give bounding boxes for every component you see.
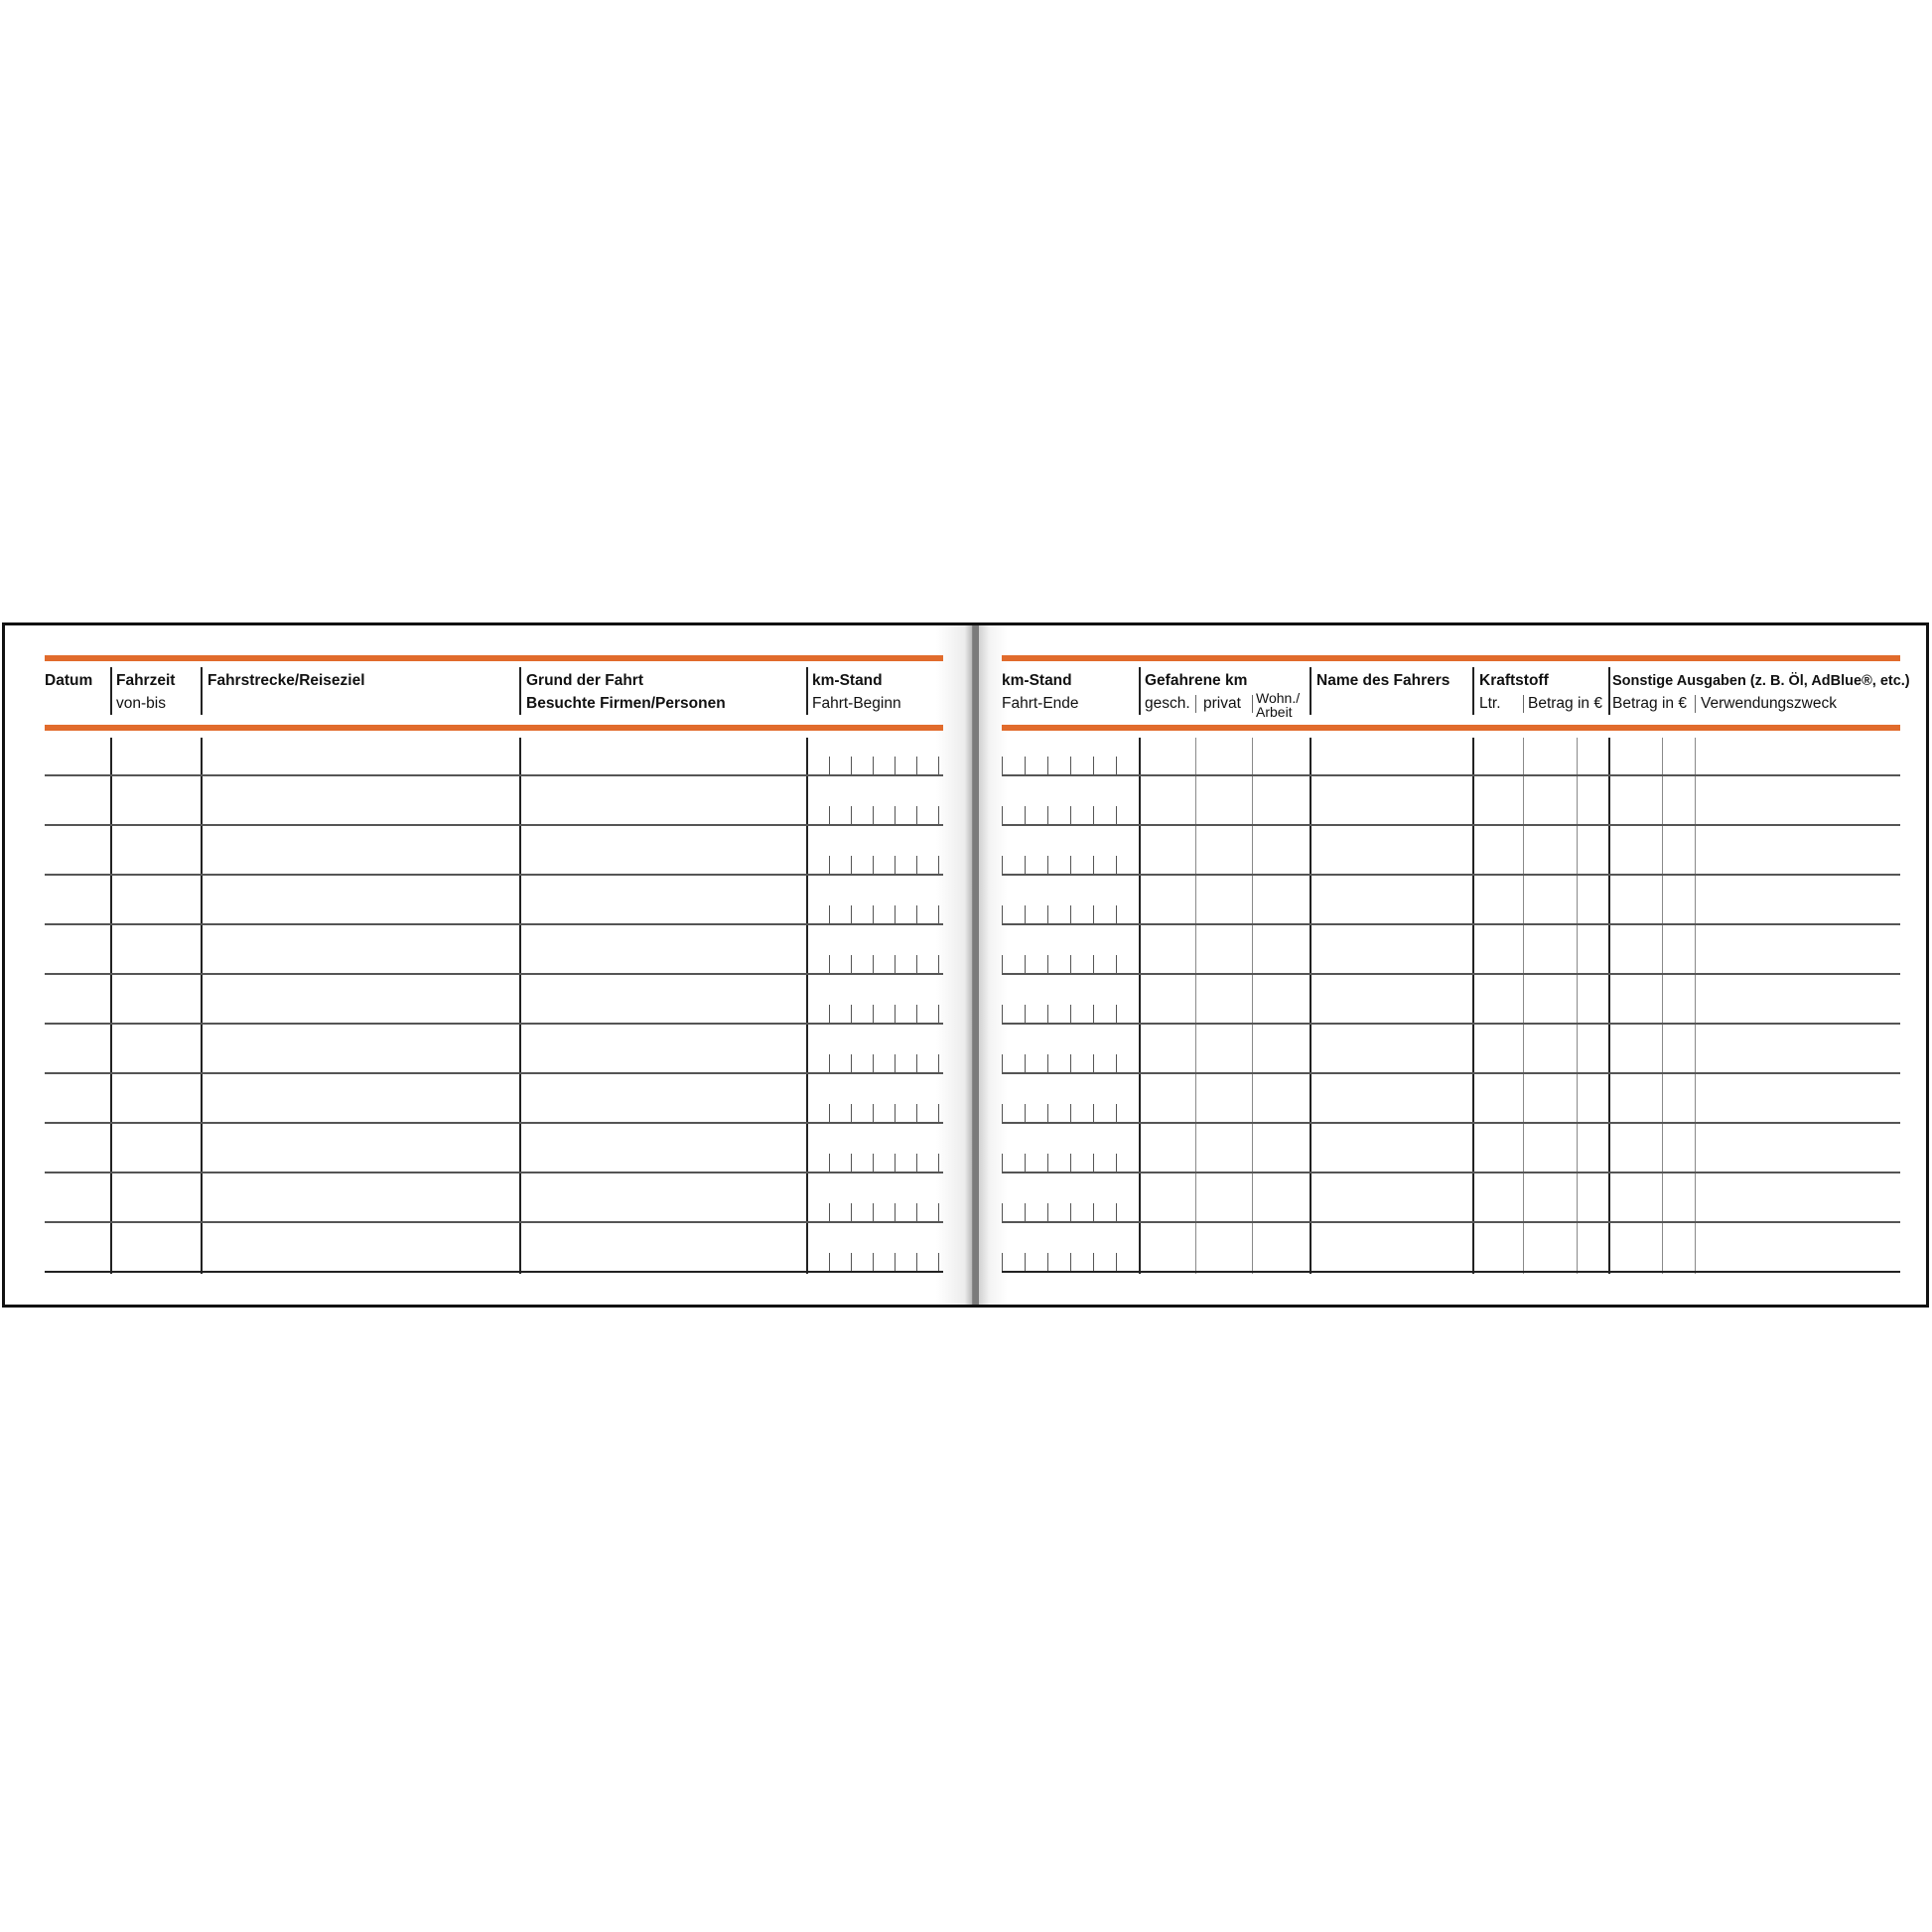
header-top-rule bbox=[1002, 655, 1900, 661]
row-rule bbox=[1002, 923, 1900, 925]
digit-tick bbox=[1025, 1005, 1026, 1023]
row-rule bbox=[1002, 1172, 1900, 1173]
row-rule bbox=[1002, 1122, 1900, 1124]
header-divider bbox=[1608, 667, 1610, 715]
digit-tick bbox=[1093, 1054, 1094, 1072]
digit-tick bbox=[1116, 806, 1117, 824]
digit-tick bbox=[1047, 1005, 1048, 1023]
digit-tick bbox=[873, 856, 874, 874]
digit-tick bbox=[1002, 1203, 1003, 1221]
digit-tick bbox=[1116, 757, 1117, 774]
digit-tick bbox=[851, 1253, 852, 1271]
digit-tick bbox=[851, 905, 852, 923]
digit-tick bbox=[895, 856, 896, 874]
digit-tick bbox=[1047, 757, 1048, 774]
digit-tick bbox=[916, 856, 917, 874]
digit-tick bbox=[1070, 905, 1071, 923]
digit-tick bbox=[1025, 1253, 1026, 1271]
header-km-ende-sub: Fahrt-Ende bbox=[1002, 695, 1079, 712]
digit-tick bbox=[873, 1104, 874, 1122]
digit-tick bbox=[1047, 905, 1048, 923]
header-divider bbox=[201, 667, 203, 715]
header-divider bbox=[110, 667, 112, 715]
digit-tick bbox=[1116, 1253, 1117, 1271]
header-gefahrene-km: Gefahrene km bbox=[1145, 672, 1248, 689]
header-gesch: gesch. bbox=[1145, 695, 1190, 712]
row-rule bbox=[45, 1122, 943, 1124]
digit-tick bbox=[873, 1253, 874, 1271]
digit-tick bbox=[873, 806, 874, 824]
row-rule bbox=[1002, 824, 1900, 826]
digit-tick bbox=[1002, 905, 1003, 923]
digit-tick bbox=[1116, 1154, 1117, 1172]
digit-tick bbox=[895, 806, 896, 824]
digit-tick bbox=[1025, 757, 1026, 774]
digit-tick bbox=[829, 1054, 830, 1072]
digit-tick bbox=[1116, 1005, 1117, 1023]
digit-tick bbox=[1002, 757, 1003, 774]
header-km-beginn: km-Stand bbox=[812, 672, 883, 689]
header-divider bbox=[1139, 667, 1141, 715]
digit-tick bbox=[938, 955, 939, 973]
digit-tick bbox=[895, 1154, 896, 1172]
digit-tick bbox=[938, 1005, 939, 1023]
digit-tick bbox=[851, 1203, 852, 1221]
digit-tick bbox=[1116, 1054, 1117, 1072]
digit-tick bbox=[1002, 1005, 1003, 1023]
header-fahrzeit: Fahrzeit bbox=[116, 672, 176, 689]
digit-tick bbox=[1047, 1104, 1048, 1122]
logbook-spread bbox=[2, 622, 1929, 1308]
digit-tick bbox=[938, 806, 939, 824]
digit-tick bbox=[1093, 856, 1094, 874]
header-fahrstrecke: Fahrstrecke/Reiseziel bbox=[207, 672, 365, 689]
digit-tick bbox=[916, 1154, 917, 1172]
digit-tick bbox=[1070, 955, 1071, 973]
digit-tick bbox=[873, 1203, 874, 1221]
digit-tick bbox=[1070, 757, 1071, 774]
digit-tick bbox=[1025, 856, 1026, 874]
column-rule-thin bbox=[1695, 738, 1696, 1274]
digit-tick bbox=[1002, 1054, 1003, 1072]
digit-tick bbox=[895, 757, 896, 774]
digit-tick bbox=[1070, 1005, 1071, 1023]
digit-tick bbox=[938, 1154, 939, 1172]
header-sonstige: Sonstige Ausgaben (z. B. Öl, AdBlue®, etc.) bbox=[1612, 673, 1910, 689]
digit-tick bbox=[1070, 1203, 1071, 1221]
header-divider bbox=[1310, 667, 1311, 715]
digit-tick bbox=[895, 955, 896, 973]
digit-tick bbox=[938, 1054, 939, 1072]
digit-tick bbox=[1002, 1104, 1003, 1122]
digit-tick bbox=[1025, 1154, 1026, 1172]
row-rule bbox=[45, 1221, 943, 1223]
digit-tick bbox=[851, 757, 852, 774]
digit-tick bbox=[829, 1253, 830, 1271]
column-rule bbox=[1310, 738, 1311, 1274]
digit-tick bbox=[1093, 955, 1094, 973]
digit-tick bbox=[873, 955, 874, 973]
header-bottom-rule bbox=[1002, 725, 1900, 731]
digit-tick bbox=[916, 1253, 917, 1271]
header-betrag-sonstige: Betrag in € bbox=[1612, 695, 1687, 712]
digit-tick bbox=[1047, 856, 1048, 874]
digit-tick bbox=[1093, 1203, 1094, 1221]
column-rule-thin bbox=[1662, 738, 1663, 1274]
header-subdivider bbox=[1523, 695, 1524, 713]
digit-tick bbox=[916, 1203, 917, 1221]
header-divider bbox=[519, 667, 521, 715]
digit-tick bbox=[1025, 955, 1026, 973]
header-privat: privat bbox=[1203, 695, 1241, 712]
digit-tick bbox=[1002, 1154, 1003, 1172]
header-arbeit: Arbeit bbox=[1256, 704, 1293, 720]
digit-tick bbox=[873, 757, 874, 774]
header-betrag-kraftstoff: Betrag in € bbox=[1528, 695, 1602, 712]
digit-tick bbox=[873, 1054, 874, 1072]
column-rule-thin bbox=[1252, 738, 1253, 1274]
digit-tick bbox=[1002, 806, 1003, 824]
column-rule bbox=[201, 738, 203, 1274]
row-rule bbox=[45, 973, 943, 975]
digit-tick bbox=[1070, 1253, 1071, 1271]
digit-tick bbox=[916, 757, 917, 774]
digit-tick bbox=[829, 905, 830, 923]
header-divider bbox=[1472, 667, 1474, 715]
digit-tick bbox=[1047, 1203, 1048, 1221]
digit-tick bbox=[873, 1005, 874, 1023]
digit-tick bbox=[895, 1203, 896, 1221]
digit-tick bbox=[1025, 1104, 1026, 1122]
row-rule bbox=[1002, 1023, 1900, 1025]
header-subdivider bbox=[1695, 695, 1696, 713]
digit-tick bbox=[851, 856, 852, 874]
header-kraftstoff: Kraftstoff bbox=[1479, 672, 1549, 689]
column-rule-thin bbox=[1577, 738, 1578, 1274]
digit-tick bbox=[1025, 806, 1026, 824]
digit-tick bbox=[1093, 1154, 1094, 1172]
digit-tick bbox=[938, 1203, 939, 1221]
row-rule bbox=[1002, 973, 1900, 975]
column-rule bbox=[1139, 738, 1141, 1274]
digit-tick bbox=[1025, 1203, 1026, 1221]
digit-tick bbox=[829, 1154, 830, 1172]
digit-tick bbox=[1002, 1253, 1003, 1271]
header-ltr: Ltr. bbox=[1479, 695, 1501, 712]
digit-tick bbox=[895, 1054, 896, 1072]
digit-tick bbox=[1093, 1005, 1094, 1023]
digit-tick bbox=[829, 1005, 830, 1023]
digit-tick bbox=[1025, 1054, 1026, 1072]
row-rule bbox=[45, 1023, 943, 1025]
digit-tick bbox=[1002, 955, 1003, 973]
digit-tick bbox=[1093, 1104, 1094, 1122]
digit-tick bbox=[895, 1104, 896, 1122]
digit-tick bbox=[916, 955, 917, 973]
digit-tick bbox=[1070, 1054, 1071, 1072]
row-rule bbox=[45, 874, 943, 876]
left-page bbox=[5, 625, 948, 1305]
digit-tick bbox=[851, 1054, 852, 1072]
digit-tick bbox=[895, 1253, 896, 1271]
digit-tick bbox=[1093, 757, 1094, 774]
digit-tick bbox=[895, 1005, 896, 1023]
digit-tick bbox=[829, 856, 830, 874]
header-top-rule bbox=[45, 655, 943, 661]
digit-tick bbox=[1002, 856, 1003, 874]
column-rule bbox=[1472, 738, 1474, 1274]
digit-tick bbox=[1116, 905, 1117, 923]
digit-tick bbox=[1093, 806, 1094, 824]
row-rule bbox=[45, 923, 943, 925]
digit-tick bbox=[916, 1104, 917, 1122]
digit-tick bbox=[1070, 1154, 1071, 1172]
column-rule bbox=[519, 738, 521, 1274]
digit-tick bbox=[1070, 806, 1071, 824]
header-bottom-rule bbox=[45, 725, 943, 731]
digit-tick bbox=[938, 905, 939, 923]
header-fahrer: Name des Fahrers bbox=[1316, 672, 1450, 689]
row-rule bbox=[45, 774, 943, 776]
header-divider bbox=[806, 667, 808, 715]
digit-tick bbox=[1070, 1104, 1071, 1122]
digit-tick bbox=[829, 806, 830, 824]
digit-tick bbox=[829, 955, 830, 973]
digit-tick bbox=[895, 905, 896, 923]
digit-tick bbox=[1093, 1253, 1094, 1271]
digit-tick bbox=[938, 757, 939, 774]
digit-tick bbox=[938, 856, 939, 874]
digit-tick bbox=[873, 905, 874, 923]
digit-tick bbox=[916, 806, 917, 824]
digit-tick bbox=[829, 1203, 830, 1221]
row-rule bbox=[1002, 1072, 1900, 1074]
row-rule bbox=[1002, 874, 1900, 876]
header-subdivider bbox=[1195, 695, 1196, 713]
digit-tick bbox=[1047, 806, 1048, 824]
digit-tick bbox=[851, 1005, 852, 1023]
digit-tick bbox=[1025, 905, 1026, 923]
header-subdivider bbox=[1252, 695, 1253, 713]
header-km-beginn-sub: Fahrt-Beginn bbox=[812, 695, 901, 712]
digit-tick bbox=[829, 1104, 830, 1122]
column-rule-thin bbox=[1195, 738, 1196, 1274]
digit-tick bbox=[1070, 856, 1071, 874]
header-wohn: Wohn./ bbox=[1256, 690, 1301, 706]
header-km-ende: km-Stand bbox=[1002, 672, 1072, 689]
column-rule bbox=[806, 738, 808, 1274]
digit-tick bbox=[851, 1154, 852, 1172]
row-rule bbox=[45, 1271, 943, 1273]
column-rule bbox=[110, 738, 112, 1274]
digit-tick bbox=[1116, 955, 1117, 973]
digit-tick bbox=[1047, 1154, 1048, 1172]
row-rule bbox=[45, 1072, 943, 1074]
digit-tick bbox=[1047, 1054, 1048, 1072]
right-page bbox=[958, 625, 1929, 1305]
digit-tick bbox=[938, 1253, 939, 1271]
digit-tick bbox=[1093, 905, 1094, 923]
digit-tick bbox=[1047, 1253, 1048, 1271]
digit-tick bbox=[1116, 856, 1117, 874]
digit-tick bbox=[851, 955, 852, 973]
digit-tick bbox=[873, 1154, 874, 1172]
digit-tick bbox=[829, 757, 830, 774]
digit-tick bbox=[916, 1054, 917, 1072]
header-datum: Datum bbox=[45, 672, 93, 689]
digit-tick bbox=[938, 1104, 939, 1122]
header-grund: Grund der Fahrt bbox=[526, 672, 643, 689]
digit-tick bbox=[851, 1104, 852, 1122]
row-rule bbox=[45, 1172, 943, 1173]
digit-tick bbox=[916, 905, 917, 923]
row-rule bbox=[1002, 1271, 1900, 1273]
digit-tick bbox=[1116, 1203, 1117, 1221]
column-rule bbox=[1608, 738, 1610, 1274]
row-rule bbox=[1002, 774, 1900, 776]
row-rule bbox=[45, 824, 943, 826]
row-rule bbox=[1002, 1221, 1900, 1223]
column-rule-thin bbox=[1523, 738, 1524, 1274]
digit-tick bbox=[916, 1005, 917, 1023]
header-fahrzeit-sub: von-bis bbox=[116, 695, 166, 712]
header-grund-sub: Besuchte Firmen/Personen bbox=[526, 695, 726, 712]
digit-tick bbox=[1047, 955, 1048, 973]
header-verwendungszweck: Verwendungszweck bbox=[1701, 695, 1837, 712]
digit-tick bbox=[1116, 1104, 1117, 1122]
digit-tick bbox=[851, 806, 852, 824]
